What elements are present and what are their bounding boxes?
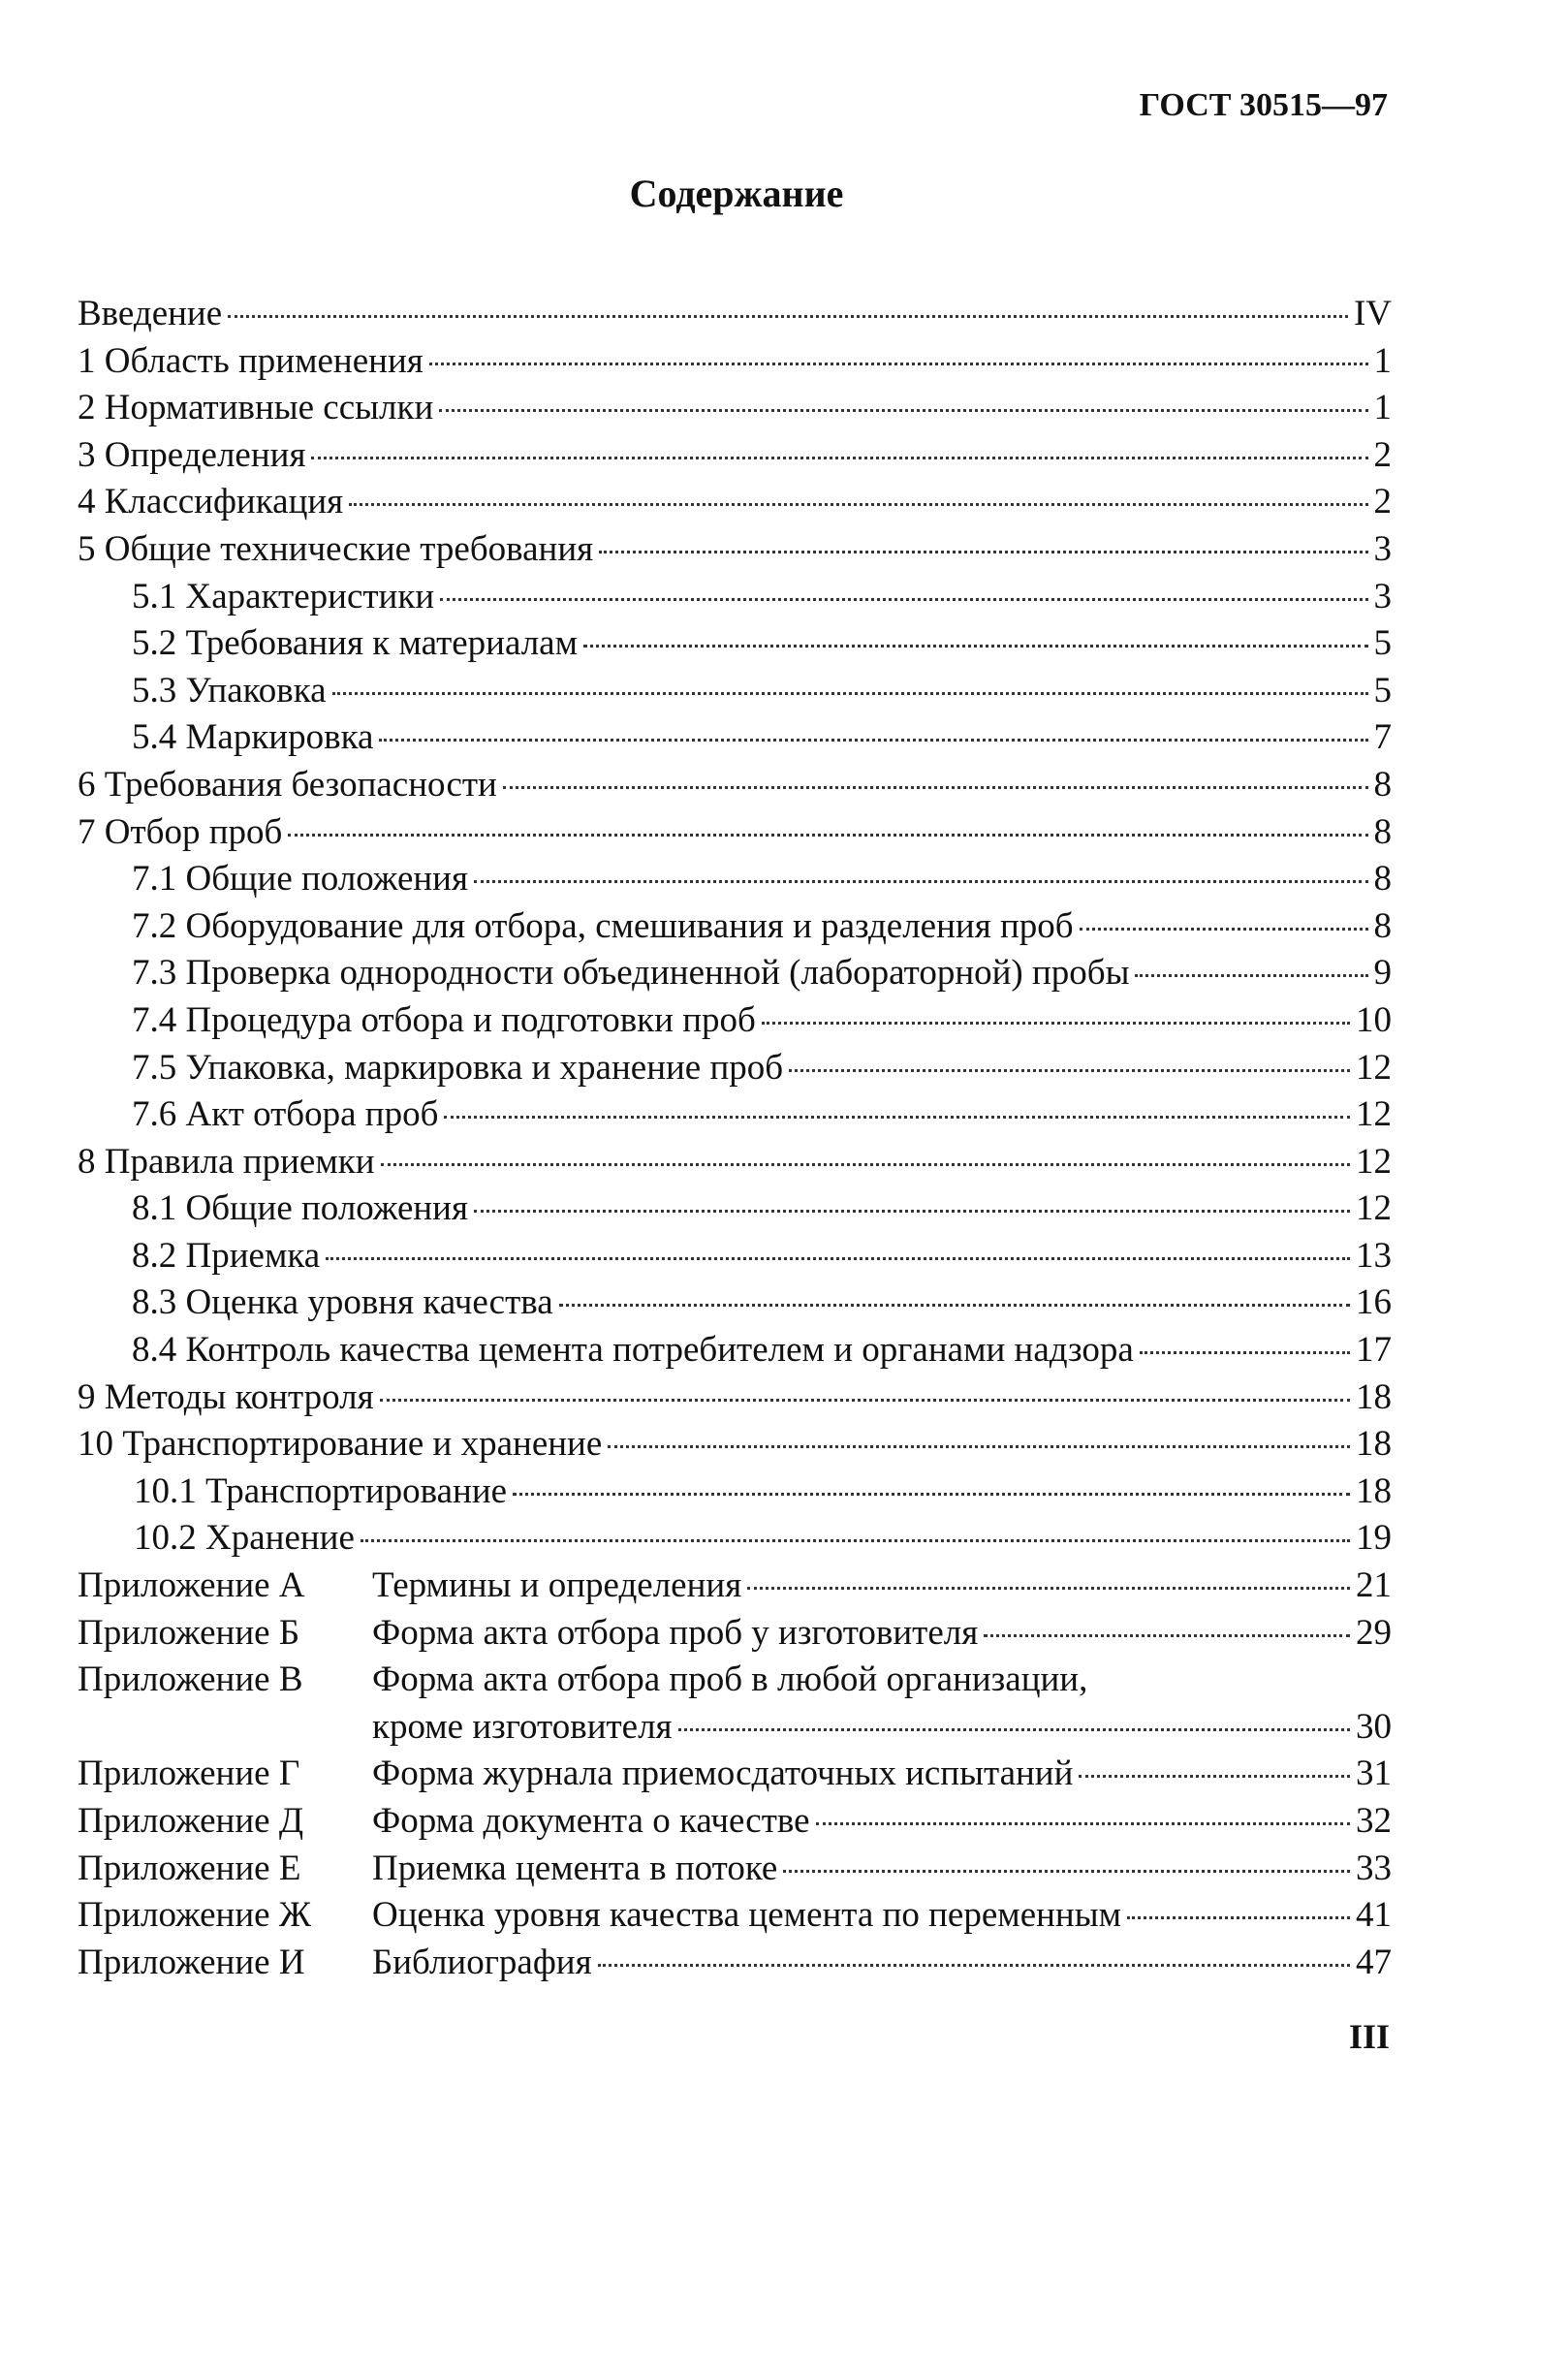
toc-entry-page: 30 (1356, 1706, 1392, 1747)
appendix-label: Форма акта отбора проб в любой организации, (372, 1659, 1088, 1700)
toc-entry-5-1 (78, 574, 1392, 621)
toc-leader (513, 1493, 1350, 1496)
toc-entry-page: 1 (1373, 340, 1392, 381)
toc-entry-page: IV (1353, 294, 1392, 333)
page-title: Содержание (629, 172, 844, 215)
toc-entry-page: 5 (1373, 670, 1392, 711)
toc-leader (474, 880, 1368, 883)
toc-entry-page: 5 (1373, 623, 1392, 664)
document-code: ГОСТ 30515—97 (1139, 87, 1388, 123)
toc-entry-page: 16 (1356, 1282, 1392, 1323)
toc-entry-page: 7 (1373, 717, 1392, 758)
toc-entry-7-6 (78, 1091, 1392, 1139)
toc-entry-page: 3 (1373, 528, 1392, 569)
toc-leader (678, 1728, 1350, 1731)
toc-entry-label: 10.2 Хранение (134, 1518, 355, 1559)
toc-entry-label: 7.1 Общие положения (132, 859, 468, 900)
toc-entry-page: 10 (1356, 999, 1392, 1040)
toc-entry-page: 12 (1356, 1141, 1392, 1182)
toc-entry-8-3 (78, 1280, 1392, 1327)
toc-leader (503, 786, 1368, 789)
toc-entry-10 (78, 1421, 1392, 1469)
toc-entry-page: 17 (1356, 1330, 1392, 1371)
toc-entry-7-1 (78, 856, 1392, 903)
toc-entry-page: 2 (1373, 482, 1392, 522)
toc-entry-label: 5.1 Характеристики (132, 576, 435, 616)
toc-leader (228, 315, 1348, 318)
toc-leader (984, 1634, 1350, 1637)
toc-entry-label: 8 Правила приемки (78, 1141, 375, 1182)
toc-leader (332, 692, 1368, 695)
appendix-label: Оценка уровня качества цемента по переменным (372, 1895, 1121, 1936)
toc-entry-page: 8 (1373, 905, 1392, 946)
toc-entry-8-4 (78, 1327, 1392, 1375)
toc-entry-label: 6 Требования безопасности (78, 764, 497, 805)
toc-entry-label: 5.4 Маркировка (132, 717, 374, 758)
toc-entry-label: 5.3 Упаковка (132, 670, 327, 711)
toc-entry-label: 7.6 Акт отбора проб (132, 1094, 439, 1135)
appendix-prefix: Приложение Д (78, 1801, 304, 1841)
toc-entry-label: 7.3 Проверка однородности объединенной (лабораторной) пробы (132, 953, 1130, 994)
toc-entry-label: 5.2 Требования к материалам (132, 623, 579, 664)
toc-entry-page: 19 (1356, 1518, 1392, 1559)
toc-entry-label: 2 Нормативные ссылки (78, 388, 434, 428)
toc-entry-5-2 (78, 620, 1392, 668)
toc-appendix-g (78, 1751, 1392, 1798)
table-of-contents (78, 291, 1392, 1986)
toc-leader (1080, 928, 1368, 931)
toc-entry-7-3 (78, 950, 1392, 997)
appendix-prefix: Приложение И (78, 1942, 305, 1982)
toc-entry-page: 32 (1356, 1801, 1392, 1841)
toc-leader (559, 1304, 1350, 1307)
toc-leader (361, 1539, 1350, 1542)
toc-entry-8-2 (78, 1233, 1392, 1280)
appendix-prefix: Приложение Ж (78, 1895, 311, 1936)
toc-entry-4 (78, 479, 1392, 526)
toc-entry-label: 10.1 Транспортирование (134, 1470, 508, 1511)
toc-leader (474, 1210, 1350, 1213)
toc-entry-label: 8.2 Приемка (132, 1235, 321, 1276)
appendix-label: Термины и определения (372, 1565, 742, 1606)
toc-entry-page: 3 (1373, 576, 1392, 616)
toc-entry-7-5 (78, 1045, 1392, 1092)
toc-leader (440, 598, 1367, 601)
toc-entry-page: 33 (1356, 1848, 1392, 1888)
toc-entry-10-2 (78, 1515, 1392, 1563)
toc-entry-label: 4 Классификация (78, 482, 344, 522)
toc-leader (379, 739, 1367, 742)
appendix-prefix: Приложение В (78, 1659, 303, 1700)
toc-leader (598, 1964, 1350, 1967)
toc-appendix-i (78, 1940, 1392, 1987)
toc-entry-2 (78, 385, 1392, 432)
toc-leader (444, 1116, 1350, 1119)
toc-entry-label: 7 Отбор проб (78, 811, 283, 852)
toc-appendix-a (78, 1563, 1392, 1610)
appendix-prefix: Приложение Г (78, 1754, 300, 1794)
toc-entry-7-4 (78, 997, 1392, 1045)
toc-appendix-e (78, 1846, 1392, 1893)
toc-entry-page: 12 (1356, 1094, 1392, 1135)
toc-leader (1127, 1916, 1350, 1919)
toc-entry-label: 7.2 Оборудование для отбора, смешивания и разделения проб (132, 905, 1074, 946)
appendix-label: Форма документа о качестве (372, 1801, 810, 1841)
toc-entry-page: 47 (1356, 1942, 1392, 1982)
toc-entry-label: 7.4 Процедура отбора и подготовки проб (132, 999, 756, 1040)
page-number: III (1348, 2017, 1390, 2056)
toc-entry-5-3 (78, 668, 1392, 715)
toc-leader (583, 645, 1367, 648)
toc-entry-page: 18 (1356, 1424, 1392, 1465)
toc-entry-page: 12 (1356, 1188, 1392, 1229)
toc-entry-label: 8.3 Оценка уровня качества (132, 1282, 553, 1323)
toc-entry-page: 8 (1373, 859, 1392, 900)
toc-entry-6 (78, 762, 1392, 809)
toc-entry-3 (78, 432, 1392, 480)
toc-entry-label: 3 Определения (78, 434, 306, 475)
toc-leader (1079, 1775, 1350, 1778)
toc-entry-label: 9 Методы контроля (78, 1376, 374, 1417)
toc-entry-8-1 (78, 1185, 1392, 1233)
toc-entry-page: 31 (1356, 1754, 1392, 1794)
toc-leader (608, 1445, 1350, 1448)
appendix-prefix: Приложение Б (78, 1612, 300, 1653)
toc-entry-label: 8.4 Контроль качества цемента потребителем и органами надзора (132, 1330, 1134, 1371)
toc-entry-page: 41 (1356, 1895, 1392, 1936)
toc-entry-page: 8 (1373, 764, 1392, 805)
toc-leader (789, 1069, 1350, 1072)
toc-leader (783, 1870, 1350, 1873)
toc-leader (288, 834, 1367, 837)
toc-appendix-v-line2 (78, 1704, 1392, 1752)
toc-leader (380, 1399, 1350, 1402)
toc-leader (439, 409, 1367, 412)
toc-leader (326, 1257, 1350, 1260)
toc-leader (747, 1587, 1350, 1590)
toc-entry-10-1 (78, 1469, 1392, 1516)
toc-entry-page: 18 (1356, 1376, 1392, 1417)
toc-entry-5-4 (78, 714, 1392, 762)
toc-entry-page: 29 (1356, 1612, 1392, 1653)
toc-appendix-zh (78, 1892, 1392, 1940)
toc-entry-7 (78, 809, 1392, 857)
toc-entry-page: 2 (1373, 434, 1392, 475)
toc-entry-label: Введение (78, 294, 223, 333)
toc-entry-page: 8 (1373, 811, 1392, 852)
toc-entry-8 (78, 1139, 1392, 1186)
toc-leader (311, 457, 1367, 459)
appendix-label: Приемка цемента в потоке (372, 1848, 778, 1888)
toc-entry-intro (78, 291, 1392, 338)
appendix-label: Форма журнала приемосдаточных испытаний (372, 1754, 1074, 1794)
toc-entry-page: 18 (1356, 1470, 1392, 1511)
toc-entry-label: 8.1 Общие положения (132, 1188, 468, 1229)
appendix-prefix: Приложение Е (78, 1848, 301, 1888)
toc-leader (349, 503, 1367, 506)
toc-entry-1 (78, 338, 1392, 386)
toc-appendix-v-line1 (78, 1657, 1392, 1704)
toc-leader (816, 1822, 1350, 1825)
toc-entry-page: 1 (1373, 388, 1392, 428)
toc-appendix-d (78, 1798, 1392, 1846)
toc-entry-label: 5 Общие технические требования (78, 528, 594, 569)
toc-appendix-b (78, 1610, 1392, 1658)
toc-leader (429, 363, 1368, 365)
toc-leader (381, 1163, 1350, 1166)
appendix-label: Форма акта отбора проб у изготовителя (372, 1612, 979, 1653)
toc-leader (599, 551, 1367, 553)
toc-leader (1135, 974, 1367, 977)
toc-entry-7-2 (78, 903, 1392, 951)
toc-entry-label: 1 Область применения (78, 340, 423, 381)
toc-entry-9 (78, 1375, 1392, 1422)
toc-entry-page: 21 (1356, 1565, 1392, 1606)
toc-entry-label: 10 Транспортирование и хранение (78, 1424, 603, 1465)
toc-entry-page: 13 (1356, 1235, 1392, 1276)
appendix-label-continued: кроме изготовителя (372, 1706, 673, 1747)
toc-entry-page: 12 (1356, 1047, 1392, 1088)
toc-entry-page: 9 (1373, 953, 1392, 994)
appendix-prefix: Приложение А (78, 1565, 305, 1606)
toc-leader (762, 1022, 1350, 1025)
toc-leader (1140, 1351, 1350, 1354)
toc-entry-label: 7.5 Упаковка, маркировка и хранение проб (132, 1047, 784, 1088)
toc-entry-5 (78, 526, 1392, 574)
appendix-label: Библиография (372, 1942, 592, 1982)
